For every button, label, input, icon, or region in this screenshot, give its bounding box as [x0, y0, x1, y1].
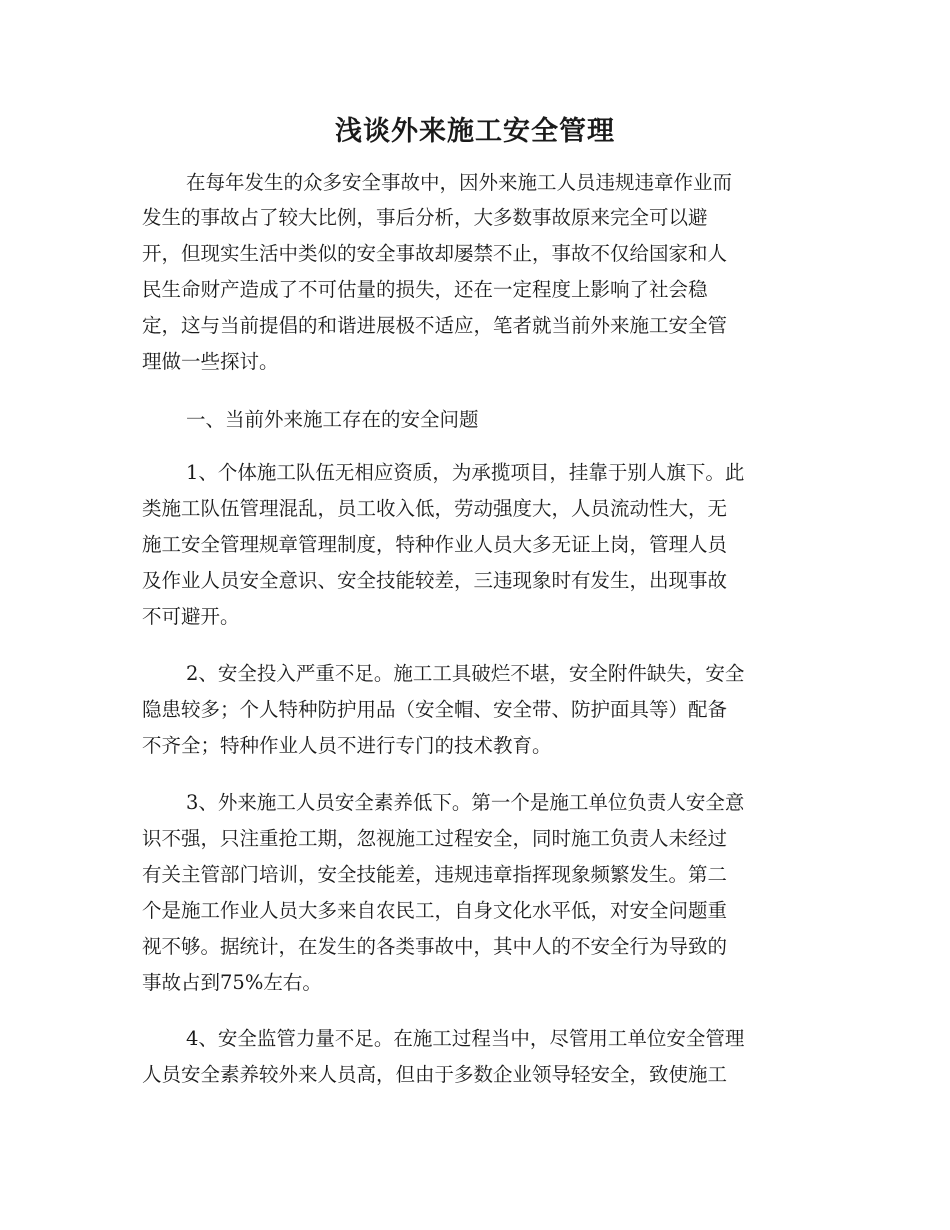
paragraph-line: 开，但现实生活中类似的安全事故却屡禁不止，事故不仅给国家和人	[142, 242, 728, 265]
paragraph-line: 个是施工作业人员大多来自农民工，自身文化水平低，对安全问题重	[142, 899, 728, 922]
paragraph-line: 3、外来施工人员安全素养低下。第一个是施工单位负责人安全意	[186, 791, 745, 814]
paragraph-line: 人员安全素养较外来人员高，但由于多数企业领导轻安全，致使施工	[142, 1063, 728, 1086]
paragraph-line: 理做一些探讨。	[142, 350, 279, 373]
paragraph-line: 识不强，只注重抢工期，忽视施工过程安全，同时施工负责人未经过	[142, 827, 728, 850]
paragraph-line: 视不够。据统计，在发生的各类事故中，其中人的不安全行为导致的	[142, 935, 728, 958]
section-heading: 一、当前外来施工存在的安全问题	[186, 408, 479, 431]
paragraph-line: 施工安全管理规章管理制度，特种作业人员大多无证上岗，管理人员	[142, 533, 728, 556]
paragraph-line: 4、安全监管力量不足。在施工过程当中，尽管用工单位安全管理	[186, 1027, 745, 1050]
paragraph-line: 隐患较多；个人特种防护用品（安全帽、安全带、防护面具等）配备	[142, 698, 728, 721]
document-title: 浅谈外来施工安全管理	[335, 116, 615, 147]
paragraph-line: 2、安全投入严重不足。施工工具破烂不堪，安全附件缺失，安全	[186, 662, 745, 685]
paragraph-line: 民生命财产造成了不可估量的损失，还在一定程度上影响了社会稳	[142, 278, 708, 301]
paragraph-line: 不齐全；特种作业人员不进行专门的技术教育。	[142, 734, 552, 757]
paragraph-line: 定，这与当前提倡的和谐进展极不适应，笔者就当前外来施工安全管	[142, 314, 728, 337]
paragraph-line: 及作业人员安全意识、安全技能较差，三违现象时有发生，出现事故	[142, 569, 728, 592]
paragraph-line: 在每年发生的众多安全事故中，因外来施工人员违规违章作业而	[186, 171, 733, 194]
paragraph-line: 发生的事故占了较大比例，事后分析，大多数事故原来完全可以避	[142, 206, 708, 229]
paragraph-line: 类施工队伍管理混乱，员工收入低，劳动强度大，人员流动性大，无	[142, 497, 728, 520]
paragraph-line: 有关主管部门培训，安全技能差，违规违章指挥现象频繁发生。第二	[142, 863, 728, 886]
paragraph-line: 事故占到75%左右。	[142, 971, 322, 994]
paragraph-line: 1、个体施工队伍无相应资质，为承揽项目，挂靠于别人旗下。此	[186, 461, 745, 484]
paragraph-line: 不可避开。	[142, 605, 240, 628]
